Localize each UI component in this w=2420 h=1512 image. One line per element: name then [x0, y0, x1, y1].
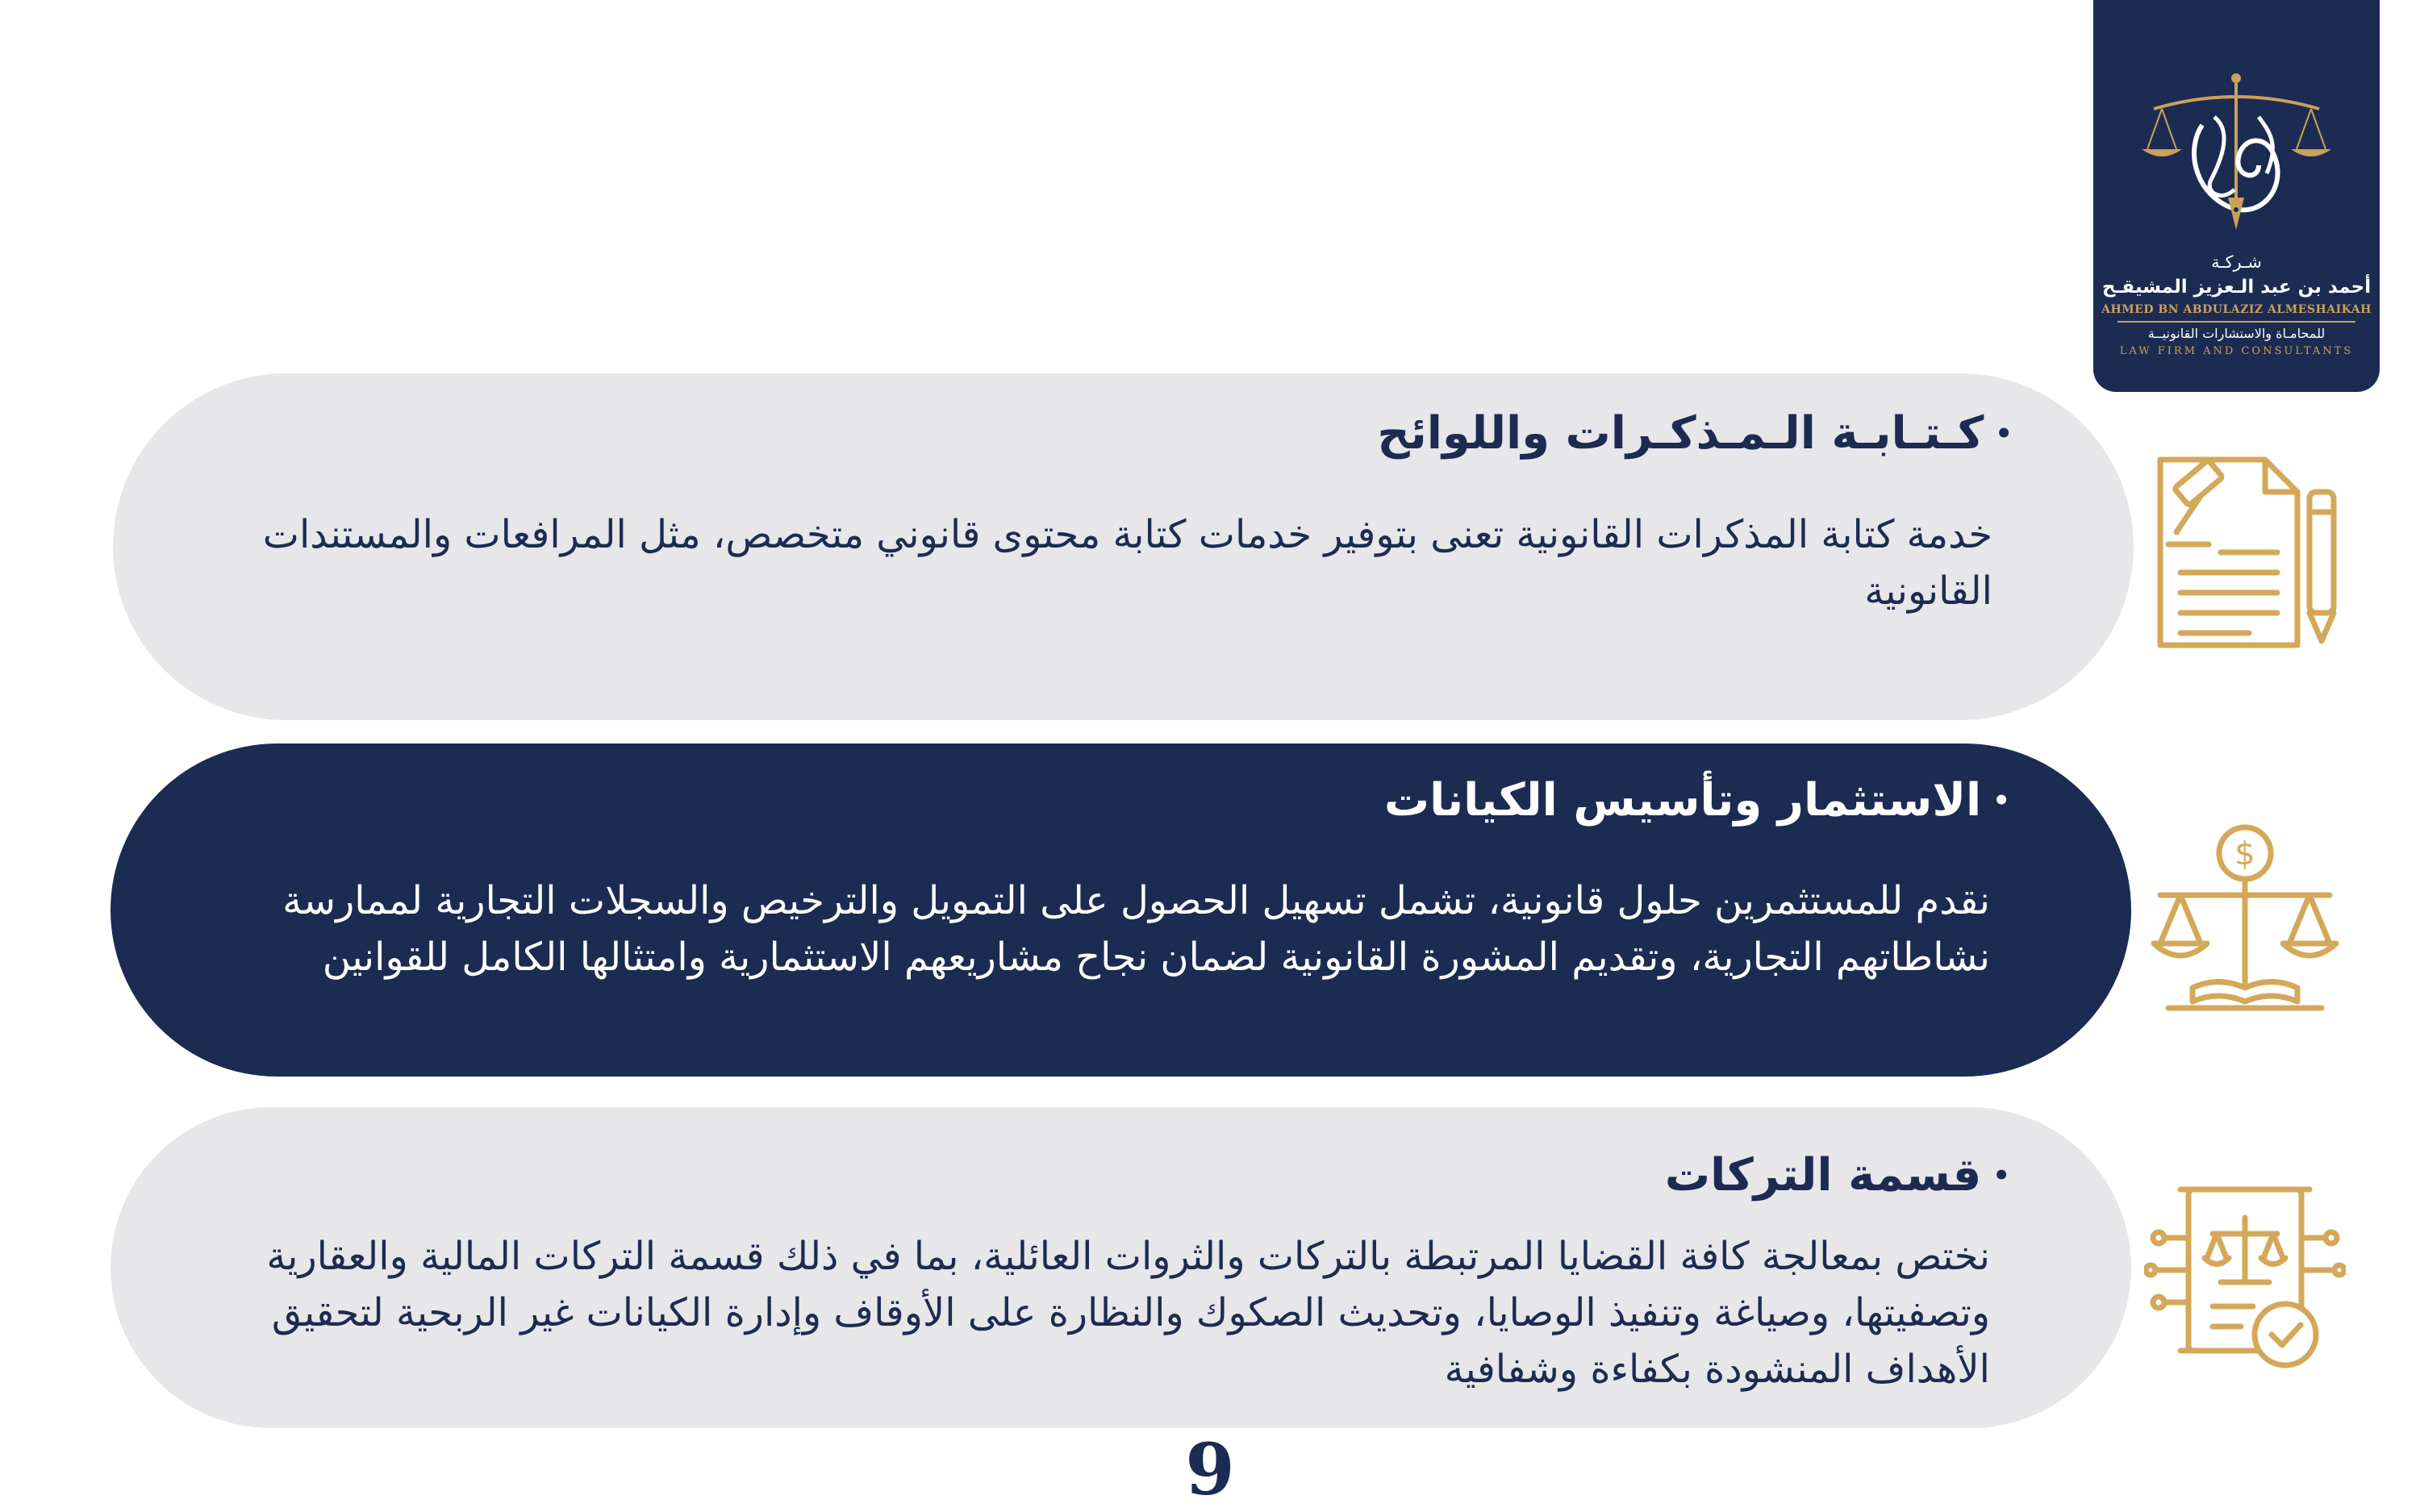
scale-money-icon: [2144, 814, 2346, 1016]
service-title-text: الاستثمار وتأسيس الكيانات: [1383, 774, 1982, 827]
bullet: •: [1992, 784, 2010, 817]
service-title-text: كـتـابـة الـمـذكـرات واللوائح: [1377, 407, 1984, 460]
service-description: نختص بمعالجة كافة القضايا المرتبطة بالتركات والثروات العائلية، بما في ذلك قسمة التركات المالية والعقارية وتصفيتها، وصياغة وتنفيذ الوصايا، وتحديث الصكوك والنظارة على الأوقاف وإدارة الكيانات غير الربحية لتحقيق الأهداف المنشودة بكفاءة وشفافية: [266, 1234, 1990, 1392]
service-card-memos: [113, 373, 2134, 720]
service-title: [1377, 407, 2013, 460]
law-document-check-icon: [2144, 1181, 2346, 1383]
logo-divider: [2118, 321, 2355, 323]
svg-text:$: $: [2234, 835, 2255, 873]
company-logo: [2093, 0, 2380, 392]
service-title: [1665, 1149, 2010, 1202]
logo-tagline-english: LAW FIRM AND CONSULTANTS: [2119, 345, 2354, 357]
service-card-inheritance: [111, 1107, 2131, 1428]
logo-company-word: شـركـة: [2211, 252, 2262, 272]
document-gavel-icon: [2144, 452, 2346, 653]
page-number: 9: [1185, 1427, 1235, 1511]
logo-name-arabic: أحمد بن عبد الـعزيز المشيقـح: [2101, 277, 2372, 298]
logo-tagline-arabic: للمحامـاة والاستشارات القانونيــة: [2147, 326, 2326, 341]
service-title: [1384, 774, 2010, 827]
logo-name-english: AHMED BN ABDULAZIZ ALMESHAIKAH: [2101, 303, 2372, 316]
service-title-text: قسمة التركات: [1664, 1149, 1982, 1202]
bullet: •: [1995, 417, 2013, 450]
service-description: نقدم للمستثمرين حلول قانونية، تشمل تسهيل الحصول على التمويل والترخيص والسجلات التجارية لممارسة نشاطاتهم التجارية، وتقديم المشورة القانونية لضمان نجاح مشاريعهم الاستثمارية وامتثالها الكامل للقوانين: [282, 878, 1990, 980]
bullet: •: [1992, 1159, 2010, 1192]
scales-of-justice-logo-icon: [2138, 69, 2335, 238]
service-description: خدمة كتابة المذكرات القانونية تعنى بتوفير خدمات كتابة محتوى قانوني متخصص، مثل المرافعات والمستندات القانونية: [262, 512, 1992, 614]
service-card-investment: [111, 744, 2131, 1077]
